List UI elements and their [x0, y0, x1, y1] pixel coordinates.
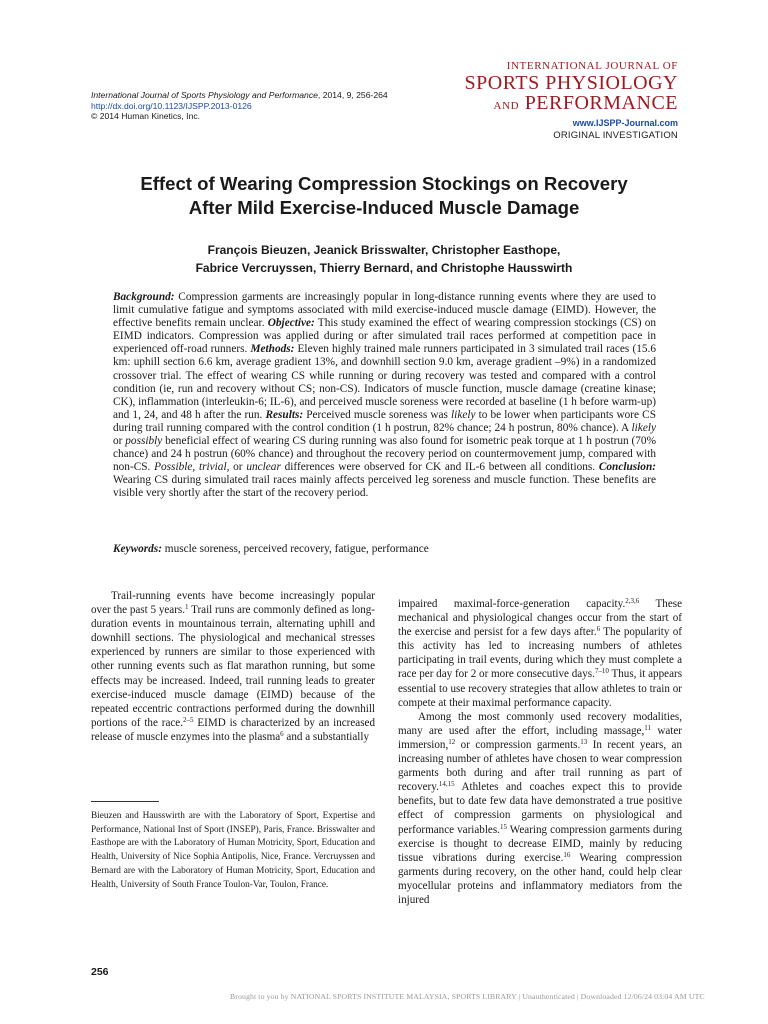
- body-paragraph: [91, 589, 375, 744]
- body-text: and a substantially: [283, 730, 369, 743]
- footnote-divider: [91, 801, 159, 802]
- reference-marker: 14,15: [438, 780, 455, 789]
- body-text: Athletes and coaches expect this to provide benefits, but to date few data have demonstrated a true positive effect of compression garments on physiological and performance variables.: [398, 781, 682, 836]
- reference-marker: 13: [580, 737, 588, 746]
- abstract-text: or: [229, 461, 247, 474]
- body-paragraph: [398, 710, 682, 907]
- journal-logo-line1: INTERNATIONAL JOURNAL OF: [506, 60, 678, 72]
- body-text: Wearing compression garments during recovery, on the other hand, could help clear myocellular proteins and inflammatory mediators from the injured: [398, 851, 682, 906]
- abstract-emphasis: likely: [631, 421, 656, 434]
- abstract-text: beneficial effect of wearing CS during running was also found for isometric peak torque at 1 h postrun (70% chance) and 24 h postrun (60% chance) and throughout the recovery period on countermovement jump, compared with non-CS.: [113, 435, 656, 474]
- abstract-emphasis: Possible, trivial,: [154, 461, 230, 474]
- author-line: François Bieuzen, Jeanick Brisswalter, Christopher Easthope,: [207, 243, 561, 257]
- citation-details: , 2014, 9, 256-264: [317, 90, 388, 100]
- body-text: These mechanical and physiological changes occur from the start of the exercise and persist for a few days after.: [398, 598, 682, 639]
- reference-marker: 2,3,6: [625, 597, 640, 605]
- abstract-text: or: [113, 435, 126, 448]
- abstract-label-objective: Objective:: [267, 317, 315, 330]
- body-text: Trail runs are commonly defined as long-duration events in mountainous terrain, alternating uphill and downhill sections. The physiological and mechanical stresses experienced by runners are similar to those experienced with other running events such as flat marathon running, but some effects may be increased. Indeed, trail running leads to greater exercise-induced muscle damage (EIMD) because of the repeated eccentric contractions performed during the downhill portions of the race.: [91, 604, 376, 729]
- body-text: EIMD is characterized by an increased release of muscle enzymes into the plasma: [91, 716, 376, 743]
- reference-marker: 12: [448, 737, 456, 746]
- reference-marker: 16: [563, 850, 571, 859]
- body-paragraph: [398, 597, 682, 710]
- journal-url-link[interactable]: www.IJSPP-Journal.com: [572, 118, 678, 128]
- abstract-text: This study examined the effect of wearing compression stockings (CS) on EIMD indicators. Compression was applied during or after simulated trail races performed at competition pace in experienced off-road runners.: [113, 317, 656, 356]
- reference-marker: 7–10: [594, 667, 609, 676]
- article-title: [90, 172, 678, 220]
- abstract-emphasis: possibly: [125, 435, 163, 448]
- abstract-label-results: Results:: [265, 408, 304, 421]
- journal-logo-line3: [465, 93, 678, 117]
- journal-logo-performance: PERFORMANCE: [524, 92, 678, 114]
- citation-line: [91, 90, 451, 101]
- affiliation-footnote: Bieuzen and Hausswirth are with the Laboratory of Sport, Expertise and Performance, National Inst of Sport (INSEP), Paris, France. Brisswalter and Easthope are with the Laboratory of Human Motricity, Sport, Education and Health, University of Nice Sophia Antipolis, Nice, France. Vercruyssen and Bernard are with the Laboratory of Human Motricity, Sport, Education and Health, University of South France Toulon-Var, Toulon, France.: [91, 811, 375, 890]
- body-text: Thus, it appears essential to use recovery strategies that allow athletes to train or compete at their maximal performance capacity.: [398, 668, 683, 709]
- title-line: After Mild Exercise-Induced Muscle Damage: [188, 197, 580, 218]
- abstract: [113, 291, 656, 501]
- abstract-text: differences were observed for CK and IL-6 between all conditions.: [280, 461, 599, 474]
- copyright: © 2014 Human Kinetics, Inc.: [91, 111, 201, 122]
- journal-logo-line2: SPORTS PHYSIOLOGY: [464, 72, 678, 94]
- keywords-label: Keywords:: [113, 543, 162, 555]
- abstract-label-background: Background:: [113, 291, 175, 303]
- abstract-text: Compression garments are increasingly popular in long-distance running events where they are used to limit cumulative fatigue and symptoms associated with mild exercise-induced muscle damage (EIMD). However, the effective benefits remain unclear.: [113, 291, 656, 330]
- citation-journal: International Journal of Sports Physiology and Performance: [91, 90, 318, 100]
- reference-marker: 1: [185, 603, 189, 612]
- body-text: impaired maximal-force-generation capacity.: [398, 598, 626, 610]
- page-number: 256: [91, 966, 109, 978]
- body-text: Trail-running events have become increasingly popular over the past 5 years.: [91, 590, 375, 617]
- reference-marker: 6: [596, 625, 601, 634]
- reference-marker: 6: [280, 729, 284, 738]
- body-text: water immersion,: [398, 724, 682, 751]
- body-text: Among the most commonly used recovery modalities, many are used after the effort, including massage,: [398, 710, 682, 737]
- abstract-text: Perceived muscle soreness was: [303, 408, 452, 421]
- reference-marker: 15: [499, 822, 507, 831]
- body-column-right: [398, 597, 682, 907]
- citation-block: [91, 90, 451, 122]
- abstract-text: to be lower when participants wore CS during trail running compared with the control condition (1 h postrun, 82% chance; 24 h postrun, 80% chance). A: [113, 408, 656, 434]
- reference-marker: 2–5: [183, 715, 194, 724]
- journal-logo: [465, 60, 678, 117]
- journal-logo-and: AND: [493, 100, 520, 112]
- doi-link[interactable]: http://dx.doi.org/10.1123/IJSPP.2013-0126: [91, 100, 252, 111]
- keywords: [113, 542, 656, 556]
- body-text: Wearing compression garments during exercise is thought to decrease EIMD, mainly by reducing tissue vibrations during exercise.: [398, 823, 682, 864]
- body-text: or compression garments.: [455, 738, 581, 751]
- body-text: In recent years, an increasing number of athletes have chosen to wear compression garments both during and after trail running as part of recovery.: [398, 738, 682, 794]
- body-text: The popularity of this activity has led to increasing numbers of athletes participating in trail events, during which they must complete a race per day for 2 or more consecutive days.: [398, 626, 682, 681]
- author-line: Fabrice Vercruyssen, Thierry Bernard, and Christophe Hausswirth: [195, 261, 573, 275]
- abstract-paragraph: [113, 291, 656, 501]
- author-list: [90, 241, 678, 277]
- download-watermark: Brought to you by NATIONAL SPORTS INSTITUTE MALAYSIA, SPORTS LIBRARY | Unauthenticated | Downloaded 12/06/24 03:04 AM UTC: [230, 992, 705, 1001]
- section-label: ORIGINAL INVESTIGATION: [553, 130, 678, 141]
- body-column-left: [91, 589, 375, 744]
- abstract-label-conclusion: Conclusion:: [598, 461, 656, 474]
- abstract-text: Eleven highly trained male runners participated in 3 simulated trail races (15.6 km: uphill section 6.6 km, average gradient 13%, and downhill section 9.0 km, average gradient –9%) in a randomized crossover trial. The effect of wearing CS while running or during recovery was tested and compared with a control condition (ie, run and recovery without CS; non-CS). Indicators of muscle function, muscle damage (creatine kinase; CK), inflammation (interleukin-6; IL-6), and perceived muscle soreness were recorded at baseline (1 h before warm-up) and 1, 24, and 48 h after the run.: [113, 343, 656, 421]
- abstract-text: Wearing CS during simulated trail races mainly affects perceived leg soreness and muscle function. These benefits are visible very shortly after the start of the recovery period.: [113, 474, 656, 500]
- reference-marker: 11: [644, 723, 652, 732]
- title-line: Effect of Wearing Compression Stockings on Recovery: [140, 173, 628, 194]
- abstract-emphasis: unclear: [246, 461, 281, 474]
- abstract-emphasis: likely: [451, 408, 476, 421]
- keywords-text: muscle soreness, perceived recovery, fatigue, performance: [161, 543, 429, 555]
- abstract-label-methods: Methods:: [250, 343, 295, 356]
